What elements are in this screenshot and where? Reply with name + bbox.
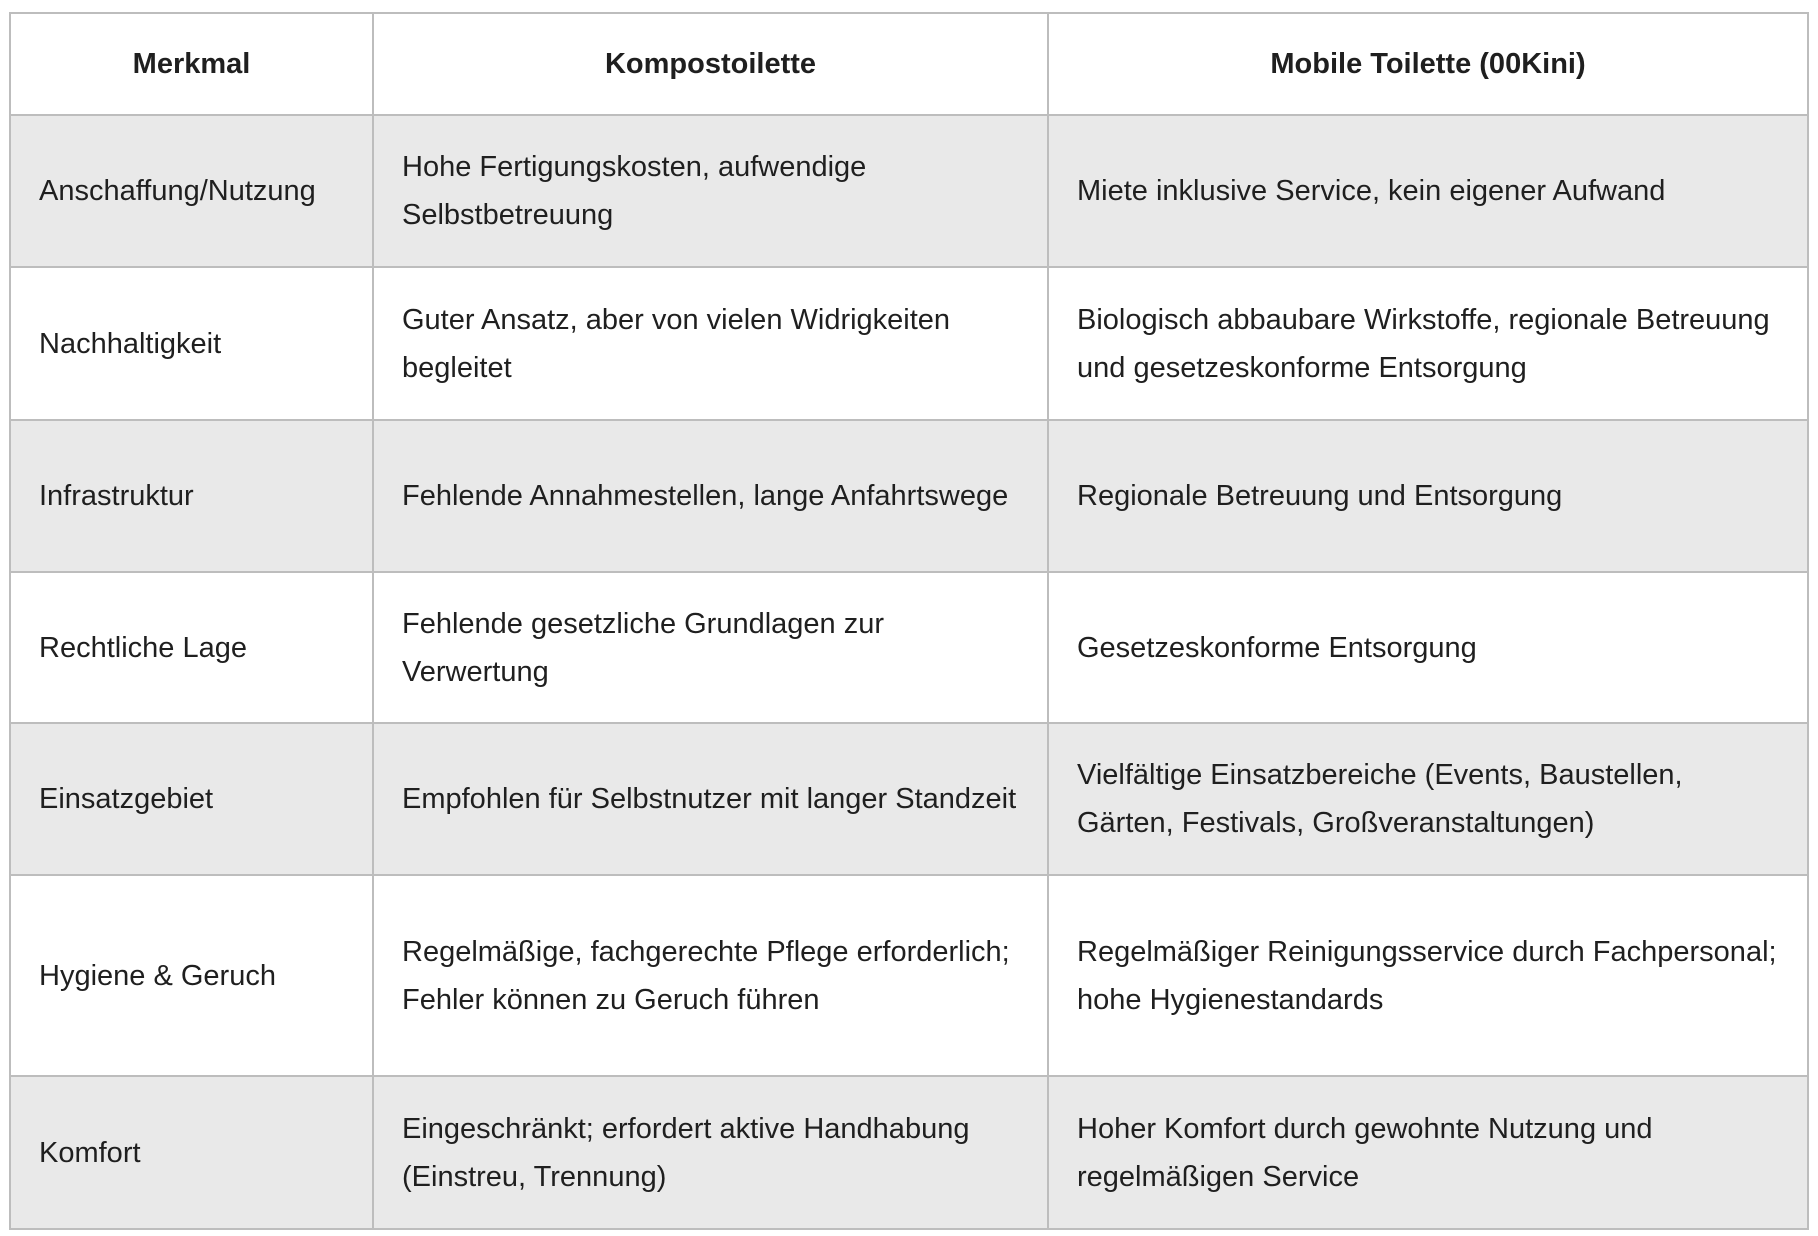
cell-merkmal: Hygiene & Geruch: [10, 875, 373, 1076]
table-row: [10, 420, 1808, 572]
table-row: [10, 267, 1808, 420]
cell-mobile-toilette: Miete inklusive Service, kein eigener Aufwand: [1048, 115, 1808, 267]
cell-komposttoilette: Eingeschränkt; erfordert aktive Handhabung (Einstreu, Trennung): [373, 1076, 1048, 1229]
cell-mobile-toilette: Regelmäßiger Reinigungsservice durch Fachpersonal; hohe Hygienestandards: [1048, 875, 1808, 1076]
cell-merkmal: Rechtliche Lage: [10, 572, 373, 723]
cell-merkmal: Nachhaltigkeit: [10, 267, 373, 420]
header-mobile-toilette: Mobile Toilette (00Kini): [1048, 13, 1808, 115]
cell-komposttoilette: Guter Ansatz, aber von vielen Widrigkeiten begleitet: [373, 267, 1048, 420]
cell-merkmal: Einsatzgebiet: [10, 723, 373, 875]
cell-mobile-toilette: Biologisch abbaubare Wirkstoffe, regionale Betreuung und gesetzeskonforme Entsorgung: [1048, 267, 1808, 420]
cell-merkmal: Komfort: [10, 1076, 373, 1229]
cell-mobile-toilette: Hoher Komfort durch gewohnte Nutzung und regelmäßigen Service: [1048, 1076, 1808, 1229]
table-row: [10, 875, 1808, 1076]
comparison-table: [9, 12, 1809, 1230]
cell-komposttoilette: Fehlende gesetzliche Grundlagen zur Verwertung: [373, 572, 1048, 723]
cell-merkmal: Anschaffung/Nutzung: [10, 115, 373, 267]
cell-mobile-toilette: Gesetzeskonforme Entsorgung: [1048, 572, 1808, 723]
table-row: [10, 723, 1808, 875]
header-komposttoilette: Kompostoilette: [373, 13, 1048, 115]
table-row: [10, 572, 1808, 723]
header-merkmal: Merkmal: [10, 13, 373, 115]
cell-mobile-toilette: Vielfältige Einsatzbereiche (Events, Baustellen, Gärten, Festivals, Großveranstaltungen): [1048, 723, 1808, 875]
cell-komposttoilette: Regelmäßige, fachgerechte Pflege erforderlich; Fehler können zu Geruch führen: [373, 875, 1048, 1076]
table-row: [10, 115, 1808, 267]
cell-komposttoilette: Empfohlen für Selbstnutzer mit langer Standzeit: [373, 723, 1048, 875]
header-row: [10, 13, 1808, 115]
cell-komposttoilette: Hohe Fertigungskosten, aufwendige Selbstbetreuung: [373, 115, 1048, 267]
cell-komposttoilette: Fehlende Annahmestellen, lange Anfahrtswege: [373, 420, 1048, 572]
cell-merkmal: Infrastruktur: [10, 420, 373, 572]
cell-mobile-toilette: Regionale Betreuung und Entsorgung: [1048, 420, 1808, 572]
table-row: [10, 1076, 1808, 1229]
